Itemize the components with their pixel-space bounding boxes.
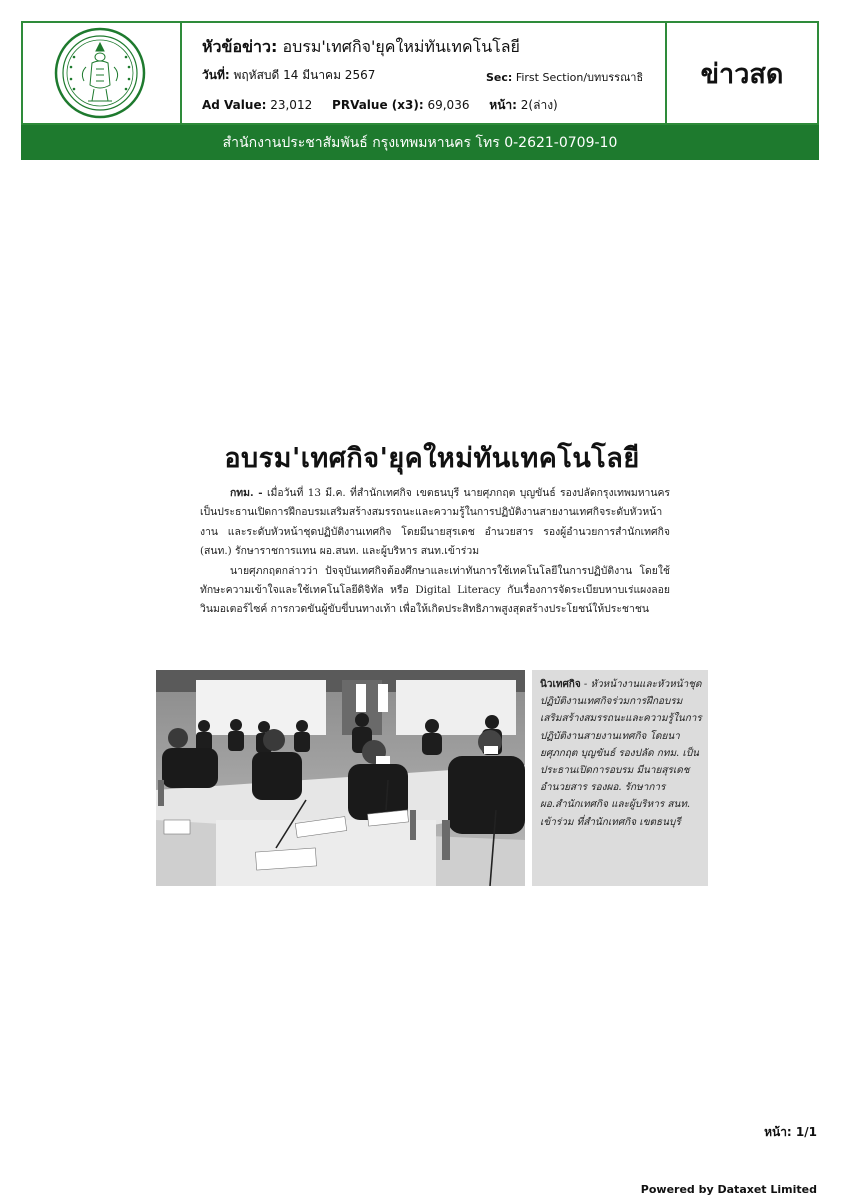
section-value: First Section/บทบรรณาธิ (515, 71, 644, 84)
publication-name: ข่าวสด (700, 58, 784, 90)
article-paragraph-2: นายศุภกฤตกล่าวว่า ปัจจุบันเทศกิจต้องศึกษาและเท่าทันการใช้เทคโนโลยีในการปฏิบัติงาน โดยใช้ทักษะความเข้าใจและใช้เทคโนโลยีดิจิทัล หรือ Digital Literacy กับเรื่องการจัดระเบียบหาบเร่แผงลอย วินมอเตอร์ไซค์ การกวดขันผู้ขับขี่บนทางเท้า เพื่อให้เกิดประสิทธิภาพสูงสุดสร้างประโยชน์ให้ประชาชน (200, 564, 670, 616)
powered-by: Powered by Dataxet Limited (640, 1183, 817, 1196)
article-paragraph-1 (200, 484, 670, 562)
bangkok-seal-icon (54, 27, 146, 119)
page-label: หน้า: (489, 98, 517, 112)
logo-cell (23, 23, 182, 123)
ad-value: 23,012 (270, 98, 313, 112)
ad-value-label: Ad Value: (202, 98, 267, 112)
headline-label: หัวข้อข่าว: (202, 37, 278, 56)
training-meeting-photo (156, 670, 525, 886)
caption-text: - หัวหน้างานและหัวหน้าชุดปฏิบัติงานเทศกิจร่วมการฝึกอบรมเสริมสร้างสมรรถนะและความรู้ในการปฏิบัติงานสายงานเทศกิจ โดยนายศุภกฤต บุญขันธ์ รองปลัด กทม. เป็นประธานเปิดการอบรม มีนายสุรเดช อำนวยสาร รองผอ. รักษาการ ผอ.สำนักเทศกิจ และผู้บริหาร สนท. เข้าร่วม ที่สำนักเทศกิจ เขตธนบุรี (540, 679, 702, 828)
section-row (486, 68, 643, 86)
photo-caption (532, 670, 708, 886)
caption-lead: นิวเทศกิจ (540, 679, 581, 690)
date-row (202, 66, 375, 85)
headline-row (202, 35, 520, 60)
agency-bar (21, 125, 819, 160)
agency-text: สำนักงานประชาสัมพันธ์ กรุงเทพมหานคร โทร 0-2621-0709-10 (222, 134, 618, 151)
headline-value: อบรม'เทศกิจ'ยุคใหม่ทันเทคโนโลยี (282, 37, 520, 56)
value-row (202, 96, 574, 115)
article-title: อบรม'เทศกิจ'ยุคใหม่ทันเทคโนโลยี (224, 443, 640, 474)
article-body (200, 484, 670, 620)
clip-info (182, 23, 667, 123)
article-p1-text: เมื่อวันที่ 13 มี.ค. ที่สำนักเทศกิจ เขตธนบุรี นายศุภกฤต บุญขันธ์ รองปลัดกรุงเทพมหานคร เป็นประธานเปิดการฝึกอบรมเสริมสร้างสมรรถนะและความรู้ในการปฏิบัติงานสายงานเทศกิจระดับหัวหน้างาน และระดับหัวหน้าชุดปฏิบัติงานเทศกิจ โดยมีนายสุรเดช อำนวยสาร รองผู้อำนวยการสำนักเทศกิจ (สนท.) รักษาราชการแทน ผอ.สนท. และผู้บริหาร สนท.เข้าร่วม (200, 487, 671, 558)
page-value: 2(ล่าง) (520, 98, 558, 112)
date-label: วันที่: (202, 68, 230, 82)
clipping-header (21, 21, 819, 125)
pr-value-label: PRValue (x3): (332, 98, 424, 112)
photo-illustration (156, 670, 525, 886)
pr-value: 69,036 (427, 98, 470, 112)
page-number: หน้า: 1/1 (764, 1125, 817, 1139)
section-label: Sec: (486, 71, 513, 84)
article-lead: กทม. - (230, 487, 263, 499)
date-value: พฤหัสบดี 14 มีนาคม 2567 (233, 68, 376, 82)
publication-cell (667, 23, 817, 123)
